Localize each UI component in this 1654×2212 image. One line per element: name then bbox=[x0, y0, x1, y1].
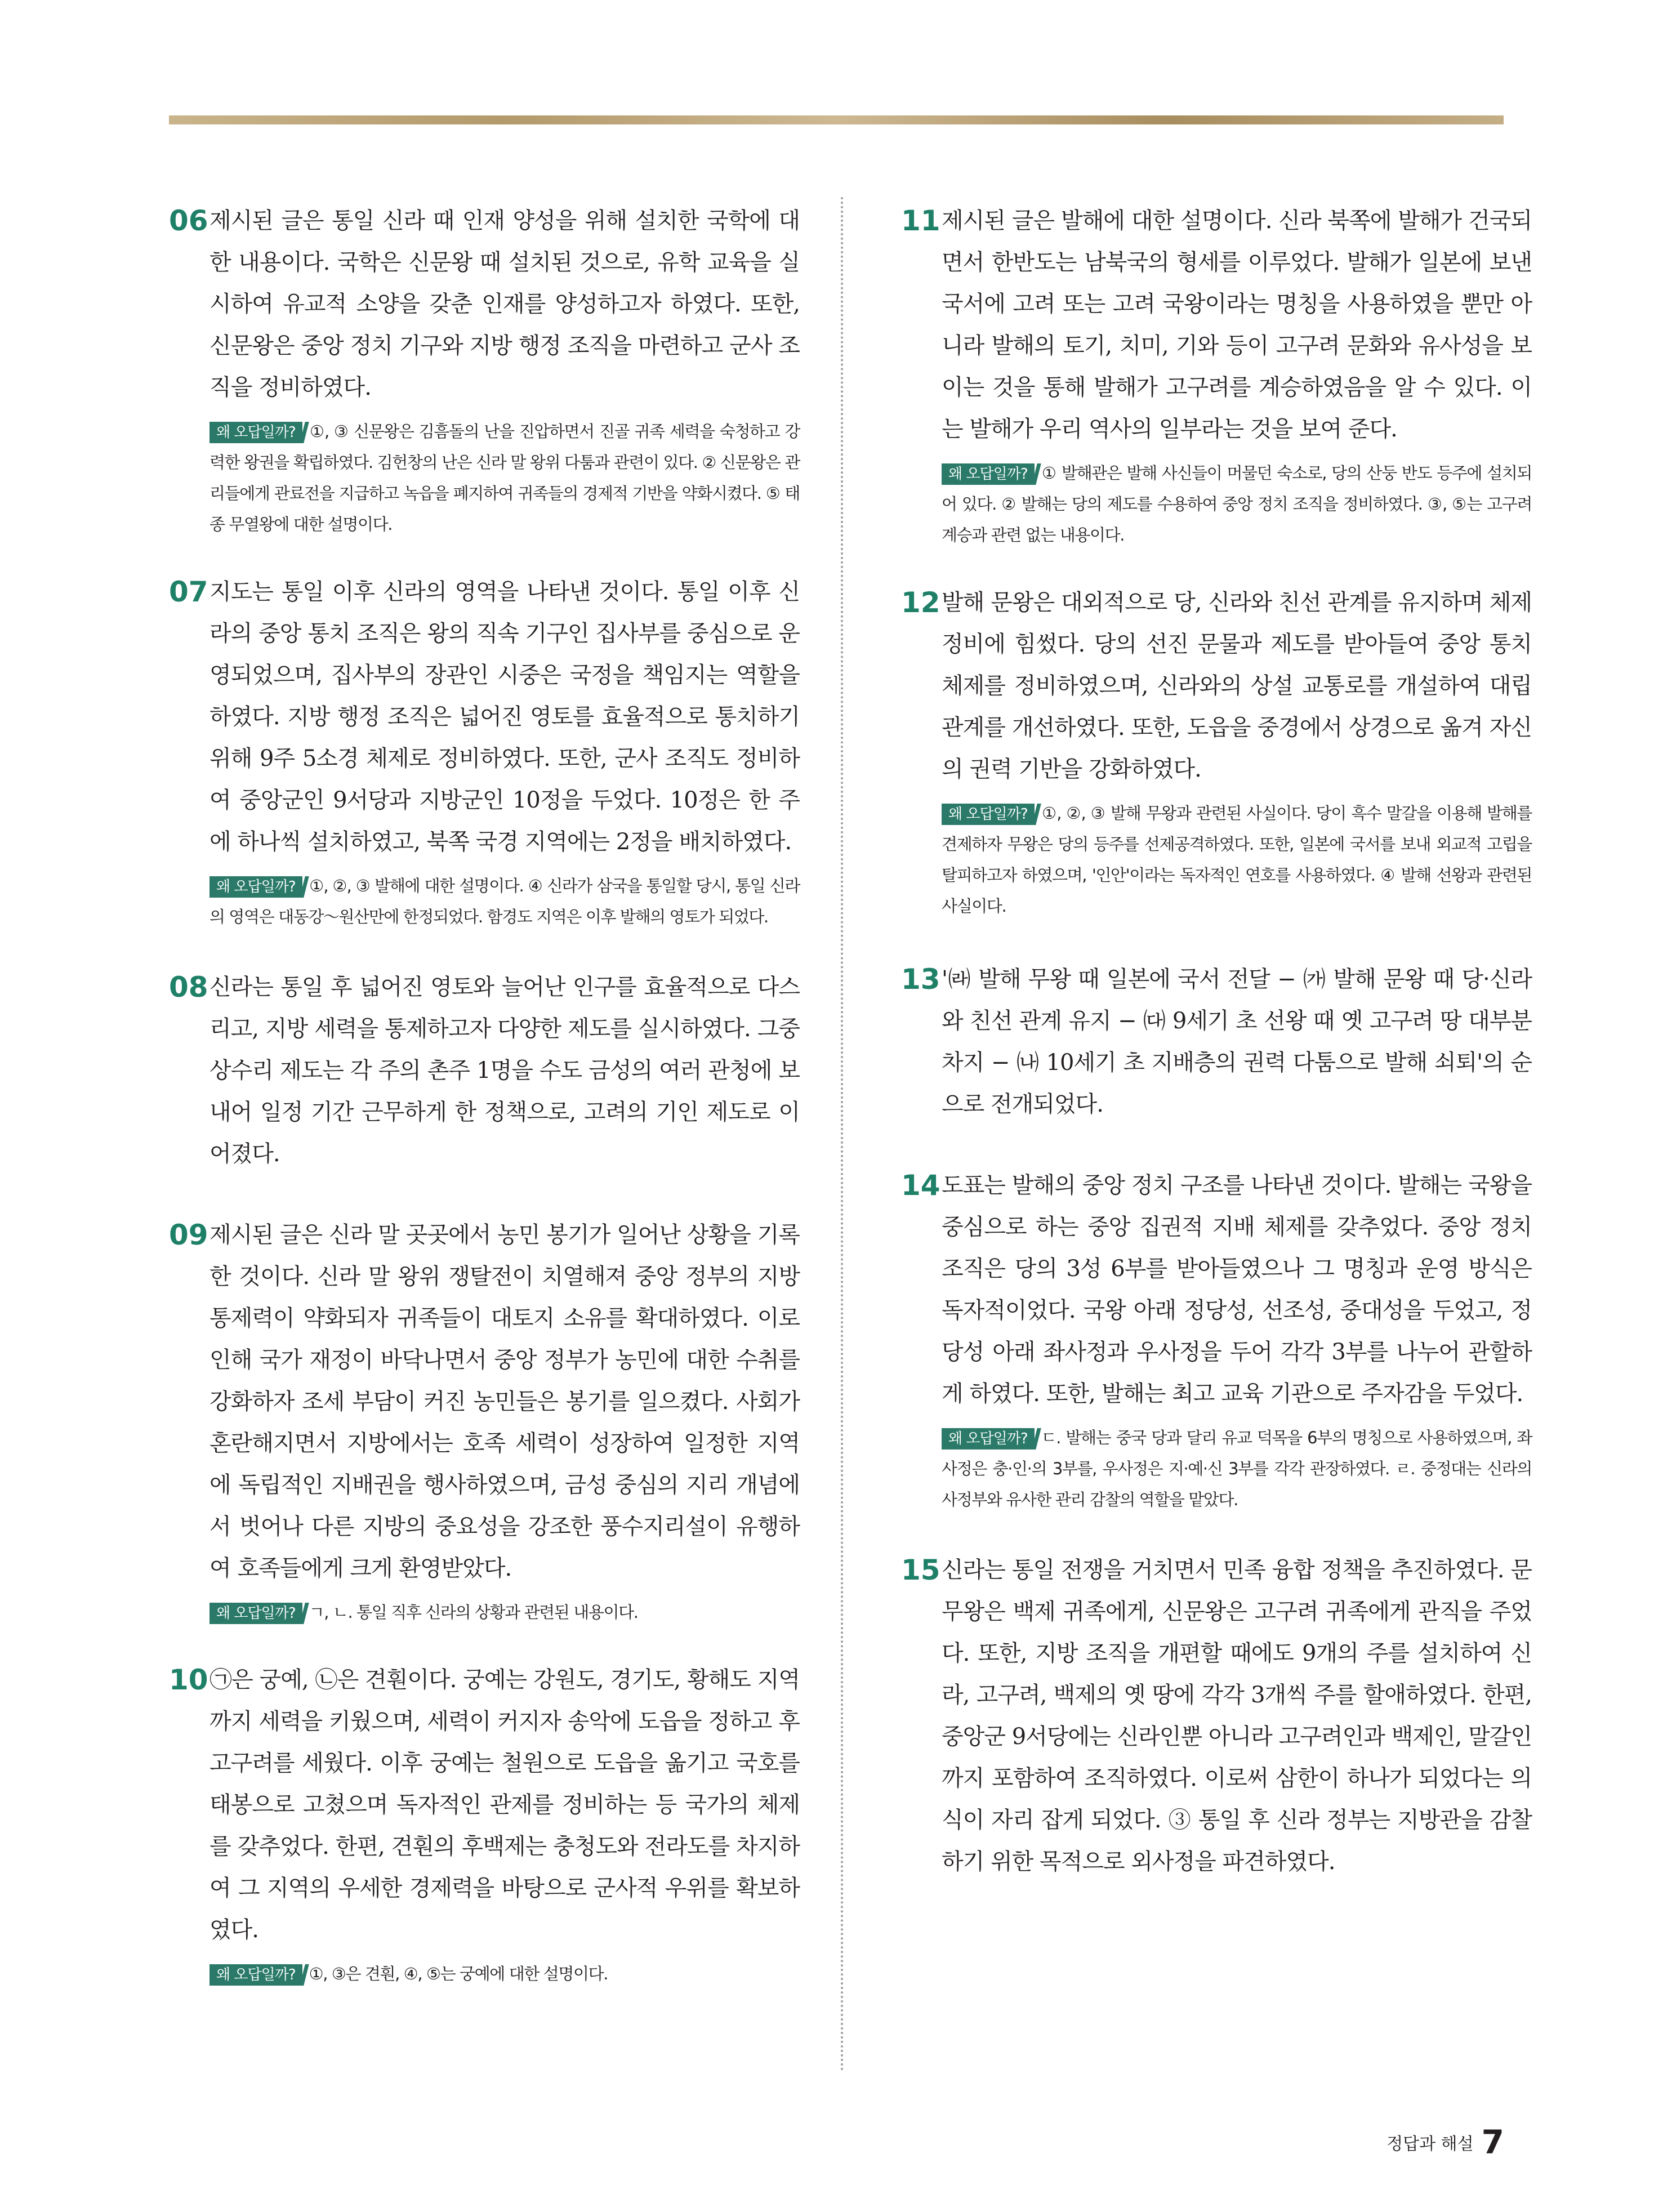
item-number: 15 bbox=[901, 1554, 940, 1586]
why-wrong-badge: 왜 오답일까? bbox=[942, 463, 1035, 485]
wrong-answer-note bbox=[209, 1959, 800, 1990]
page-number: 7 bbox=[1481, 2123, 1504, 2161]
explanation-text: 지도는 통일 이후 신라의 영역을 나타낸 것이다. 통일 이후 신라의 중앙 통치 조직은 왕의 직속 기구인 집사부를 중심으로 운영되었으며, 집사부의 장관인 시중은 국정을 책임지는 역할을 하였다. 지방 행정 조직은 넓어진 영토를 효율적으로 통치하기 위해 9주 5소경 체제로 정비하였다. 또한, 군사 조직도 정비하여 중앙군인 9서당과 지방군인 10정을 두었다. 10정은 한 주에 하나씩 설치하였고, 북쪽 국경 지역에는 2정을 배치하였다. bbox=[209, 579, 800, 855]
answer-item-10 bbox=[169, 1659, 800, 1990]
explanation-text: '㈑ 발해 무왕 때 일본에 국서 전달 − ㈎ 발해 문왕 때 당·신라와 친선 관계 유지 − ㈐ 9세기 초 선왕 때 옛 고구려 땅 대부분 차지 − ㈏ 10세기 초 지배층의 권력 다툼으로 발해 쇠퇴'의 순으로 전개되었다. bbox=[942, 966, 1532, 1117]
explanation-text: 신라는 통일 전쟁을 거치면서 민족 융합 정책을 추진하였다. 문무왕은 백제 귀족에게, 신문왕은 고구려 귀족에게 관직을 주었다. 또한, 지방 조직을 개편할 때에도 9개의 주를 설치하여 신라, 고구려, 백제의 옛 땅에 각각 3개씩 주를 할애하였다. 한편, 중앙군 9서당에는 신라인뿐 아니라 고구려인과 백제인, 말갈인까지 포함하여 조직하였다. 이로써 삼한이 하나가 되었다는 의식이 자리 잡게 되었다. ③ 통일 후 신라 정부는 지방관을 감찰하기 위한 목적으로 외사정을 파견하였다. bbox=[942, 1557, 1532, 1875]
item-number: 11 bbox=[901, 204, 940, 237]
why-wrong-badge: 왜 오답일까? bbox=[209, 422, 302, 443]
explanation-text: 제시된 글은 통일 신라 때 인재 양성을 위해 설치한 국학에 대한 내용이다. 국학은 신문왕 때 설치된 것으로, 유학 교육을 실시하여 유교적 소양을 갖춘 인재를 양성하고자 하였다. 또한, 신문왕은 중앙 정치 기구와 지방 행정 조직을 마련하고 군사 조직을 정비하였다. bbox=[209, 208, 800, 400]
answer-item-12 bbox=[901, 582, 1532, 922]
item-number: 14 bbox=[901, 1169, 940, 1202]
item-number: 07 bbox=[169, 576, 208, 608]
item-number: 13 bbox=[901, 963, 940, 996]
explanation-text: 발해 문왕은 대외적으로 당, 신라와 친선 관계를 유지하며 체제 정비에 힘썼다. 당의 선진 문물과 제도를 받아들여 중앙 통치 체제를 정비하였으며, 신라와의 상설 교통로를 개설하여 대립 관계를 개선하였다. 또한, 도읍을 중경에서 상경으로 옮겨 자신의 권력 기반을 강화하였다. bbox=[942, 590, 1532, 782]
footer-section-label: 정답과 해설 bbox=[1386, 2134, 1474, 2154]
wrong-answer-note bbox=[942, 1422, 1532, 1515]
answer-item-07 bbox=[169, 571, 800, 933]
explanation-text: 제시된 글은 발해에 대한 설명이다. 신라 북쪽에 발해가 건국되면서 한반도는 남북국의 형세를 이루었다. 발해가 일본에 보낸 국서에 고려 또는 고려 국왕이라는 명칭을 사용하였을 뿐만 아니라 발해의 토기, 치미, 기와 등이 고구려 문화와 유사성을 보이는 것을 통해 발해가 고구려를 계승하였음을 알 수 있다. 이는 발해가 우리 역사의 일부라는 것을 보여 준다. bbox=[942, 208, 1532, 442]
answer-item-06 bbox=[169, 200, 800, 540]
explanation-text: 제시된 글은 신라 말 곳곳에서 농민 봉기가 일어난 상황을 기록한 것이다. 신라 말 왕위 쟁탈전이 치열해져 중앙 정부의 지방 통제력이 약화되자 귀족들이 대토지 소유를 확대하였다. 이로 인해 국가 재정이 바닥나면서 중앙 정부가 농민에 대한 수취를 강화하자 조세 부담이 커진 농민들은 봉기를 일으켰다. 사회가 혼란해지면서 지방에서는 호족 세력이 성장하여 일정한 지역에 독립적인 지배권을 행사하였으며, 금성 중심의 지리 개념에서 벗어나 다른 지방의 중요성을 강조한 풍수지리설이 유행하여 호족들에게 크게 환영받았다. bbox=[209, 1222, 800, 1581]
explanation-text: 신라는 통일 후 넓어진 영토와 늘어난 인구를 효율적으로 다스리고, 지방 세력을 통제하고자 다양한 제도를 실시하였다. 그중 상수리 제도는 각 주의 촌주 1명을 수도 금성의 여러 관청에 보내어 일정 기간 근무하게 한 정책으로, 고려의 기인 제도로 이어졌다. bbox=[209, 974, 800, 1167]
answer-item-09 bbox=[169, 1214, 800, 1628]
answer-item-15 bbox=[901, 1549, 1532, 1883]
why-wrong-badge: 왜 오답일까? bbox=[209, 876, 302, 898]
answer-item-08 bbox=[169, 966, 800, 1175]
item-number: 09 bbox=[169, 1219, 208, 1251]
item-number: 06 bbox=[169, 204, 208, 237]
item-number: 10 bbox=[169, 1664, 208, 1696]
wrong-answer-note bbox=[942, 798, 1532, 922]
answer-item-14 bbox=[901, 1165, 1532, 1515]
why-wrong-badge: 왜 오답일까? bbox=[942, 1428, 1035, 1450]
wrong-answer-text: ①, ②, ③ 발해에 대한 설명이다. ④ 신라가 삼국을 통일할 당시, 통일 신라의 영역은 대동강～원산만에 한정되었다. 함경도 지역은 이후 발해의 영토가 되었다. bbox=[209, 876, 800, 926]
wrong-answer-note bbox=[209, 871, 800, 933]
wrong-answer-text: ① 발해관은 발해 사신들이 머물던 숙소로, 당의 산둥 반도 등주에 설치되어 있다. ② 발해는 당의 제도를 수용하여 중앙 정치 조직을 정비하였다. ③, ⑤는 고구려 계승과 관련 없는 내용이다. bbox=[942, 463, 1532, 545]
wrong-answer-text: ㄱ, ㄴ. 통일 직후 신라의 상황과 관련된 내용이다. bbox=[309, 1603, 638, 1622]
why-wrong-badge: 왜 오답일까? bbox=[209, 1964, 302, 1986]
wrong-answer-text: ㄷ. 발해는 중국 당과 달리 유교 덕목을 6부의 명칭으로 사용하였으며, 좌사정은 충·인·의 3부를, 우사정은 지·예·신 3부를 각각 관장하였다. ㄹ. 중정대는 신라의 사정부와 유사한 관리 감찰의 역할을 맡았다. bbox=[942, 1428, 1532, 1509]
answer-item-11 bbox=[901, 200, 1532, 551]
left-column bbox=[169, 200, 800, 1990]
item-number: 08 bbox=[169, 971, 208, 1004]
wrong-answer-text: ①, ③ 신문왕은 김흠돌의 난을 진압하면서 진골 귀족 세력을 숙청하고 강력한 왕권을 확립하였다. 김헌창의 난은 신라 말 왕위 다툼과 관련이 있다. ② 신문왕은 관리들에게 관료전을 지급하고 녹읍을 폐지하여 귀족들의 경제적 기반을 약화시켰다. ⑤ 태종 무열왕에 대한 설명이다. bbox=[209, 422, 800, 534]
wrong-answer-note bbox=[209, 416, 800, 540]
explanation-text: 도표는 발해의 중앙 정치 구조를 나타낸 것이다. 발해는 국왕을 중심으로 하는 중앙 집권적 지배 체제를 갖추었다. 중앙 정치 조직은 당의 3성 6부를 받아들였으나 그 명칭과 운영 방식은 독자적이었다. 국왕 아래 정당성, 선조성, 중대성을 두었고, 정당성 아래 좌사정과 우사정을 두어 각각 3부를 나누어 관할하게 하였다. 또한, 발해는 최고 교육 기관으로 주자감을 두었다. bbox=[942, 1172, 1532, 1407]
explanation-text: ㉠은 궁예, ㉡은 견훤이다. 궁예는 강원도, 경기도, 황해도 지역까지 세력을 키웠으며, 세력이 커지자 송악에 도읍을 정하고 후고구려를 세웠다. 이후 궁예는 철원으로 도읍을 옮기고 국호를 태봉으로 고쳤으며 독자적인 관제를 정비하는 등 국가의 체제를 갖추었다. 한편, 견훤의 후백제는 충청도와 전라도를 차지하여 그 지역의 우세한 경제력을 바탕으로 군사적 우위를 확보하였다. bbox=[209, 1667, 800, 1943]
column-divider bbox=[841, 197, 843, 2072]
why-wrong-badge: 왜 오답일까? bbox=[942, 804, 1035, 825]
right-column bbox=[901, 200, 1532, 1883]
top-decorative-bar bbox=[169, 115, 1504, 124]
item-number: 12 bbox=[901, 586, 940, 619]
why-wrong-badge: 왜 오답일까? bbox=[209, 1603, 302, 1624]
answer-item-13 bbox=[901, 958, 1532, 1125]
wrong-answer-text: ①, ②, ③ 발해 무왕과 관련된 사실이다. 당이 흑수 말갈을 이용해 발해를 견제하자 무왕은 당의 등주를 선제공격하였다. 또한, 일본에 국서를 보내 외교적 고립을 탈피하고자 하였으며, '인안'이라는 독자적인 연호를 사용하였다. ④ 발해 선왕과 관련된 사실이다. bbox=[942, 804, 1532, 916]
wrong-answer-note bbox=[209, 1597, 800, 1628]
page-footer bbox=[1386, 2123, 1504, 2161]
wrong-answer-text: ①, ③은 견훤, ④, ⑤는 궁예에 대한 설명이다. bbox=[309, 1964, 608, 1983]
wrong-answer-note bbox=[942, 458, 1532, 551]
